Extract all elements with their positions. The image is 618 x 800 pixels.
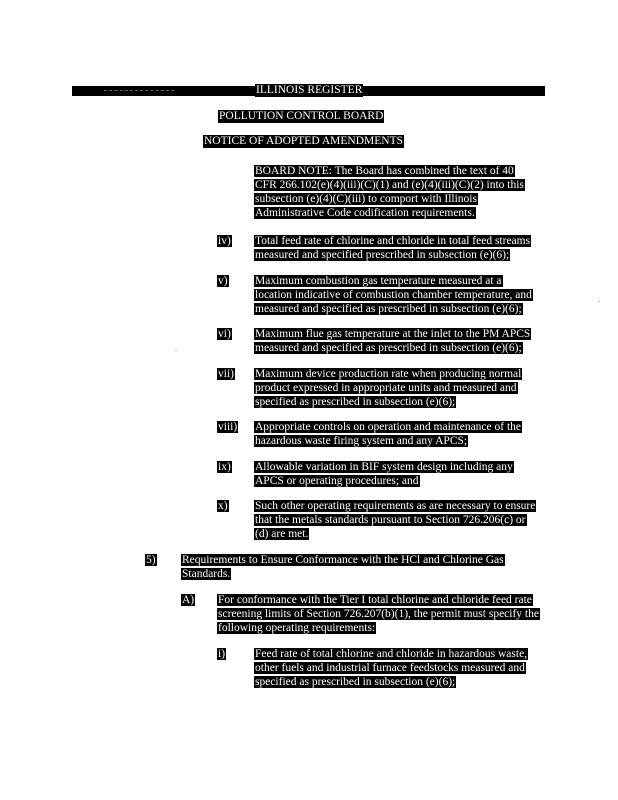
board-note [254,164,538,220]
item-text: Maximum flue gas temperature at the inlet to the PM APCS measured and specified as prescribed in subsection (e)(6); [255,328,531,354]
subsection-a-text: For conformance with the Tier I total chlorine and chloride feed rate screening limits of Section 726.207(b)(1), the permit must specify the following operating requirements: [218,594,539,634]
board-note-text: BOARD NOTE: The Board has combined the text of 40 CFR 266.102(e)(4)(iii)(C)(1) and (e)(4)(iii)(C)(2) into this subsection (e)(4)(C)(iii) to comport with Illinois Administrative Code codification requirements. [255,165,524,219]
subsection-a-label: A) [182,594,195,606]
scan-speck [175,350,177,351]
section-5-label: 5) [146,554,156,566]
header-dash-line [104,90,174,92]
board-title: POLLUTION CONTROL BOARD [219,110,384,122]
item-text: Allowable variation in BIF system design including any APCS or operating procedures; and [255,461,513,487]
item-text: Such other operating requirements as are necessary to ensure that the metals standards pursuant to Section 726.206(c) or (d) are met. [255,500,536,540]
item-text: Maximum device production rate when producing normal product expressed in appropriate units and measured and specified as prescribed in subsection (e)(6); [255,368,522,408]
item-label: vii) [218,368,234,380]
item-label: iv) [218,235,231,247]
item-label: vi) [218,328,231,340]
item-text: Maximum combustion gas temperature measured at a location indicative of combustion chamber temperature, and measured and specified as prescribed in subsection (e)(6); [255,275,532,315]
subsection-a-i-label: i) [218,648,226,660]
subsection-a-i-text: Feed rate of total chlorine and chloride in hazardous waste, other fuels and industrial furnace feedstocks measured and specified as prescribed in subsection (e)(6); [255,648,528,688]
scan-speck [598,301,600,302]
item-label: x) [218,500,228,512]
register-title: ILLINOIS REGISTER [256,84,363,96]
item-text: Appropriate controls on operation and maintenance of the hazardous waste firing system and any APCS; [255,421,522,447]
item-label: v) [218,275,228,287]
item-text: Total feed rate of chlorine and chloride in total feed streams measured and specified prescribed in subsection (e)(6); [255,235,531,261]
item-label: ix) [218,461,231,473]
notice-title: NOTICE OF ADOPTED AMENDMENTS [204,135,404,147]
item-label: viii) [218,421,238,433]
section-5-text: Requirements to Ensure Conformance with the HCl and Chlorine Gas Standards. [182,554,504,580]
